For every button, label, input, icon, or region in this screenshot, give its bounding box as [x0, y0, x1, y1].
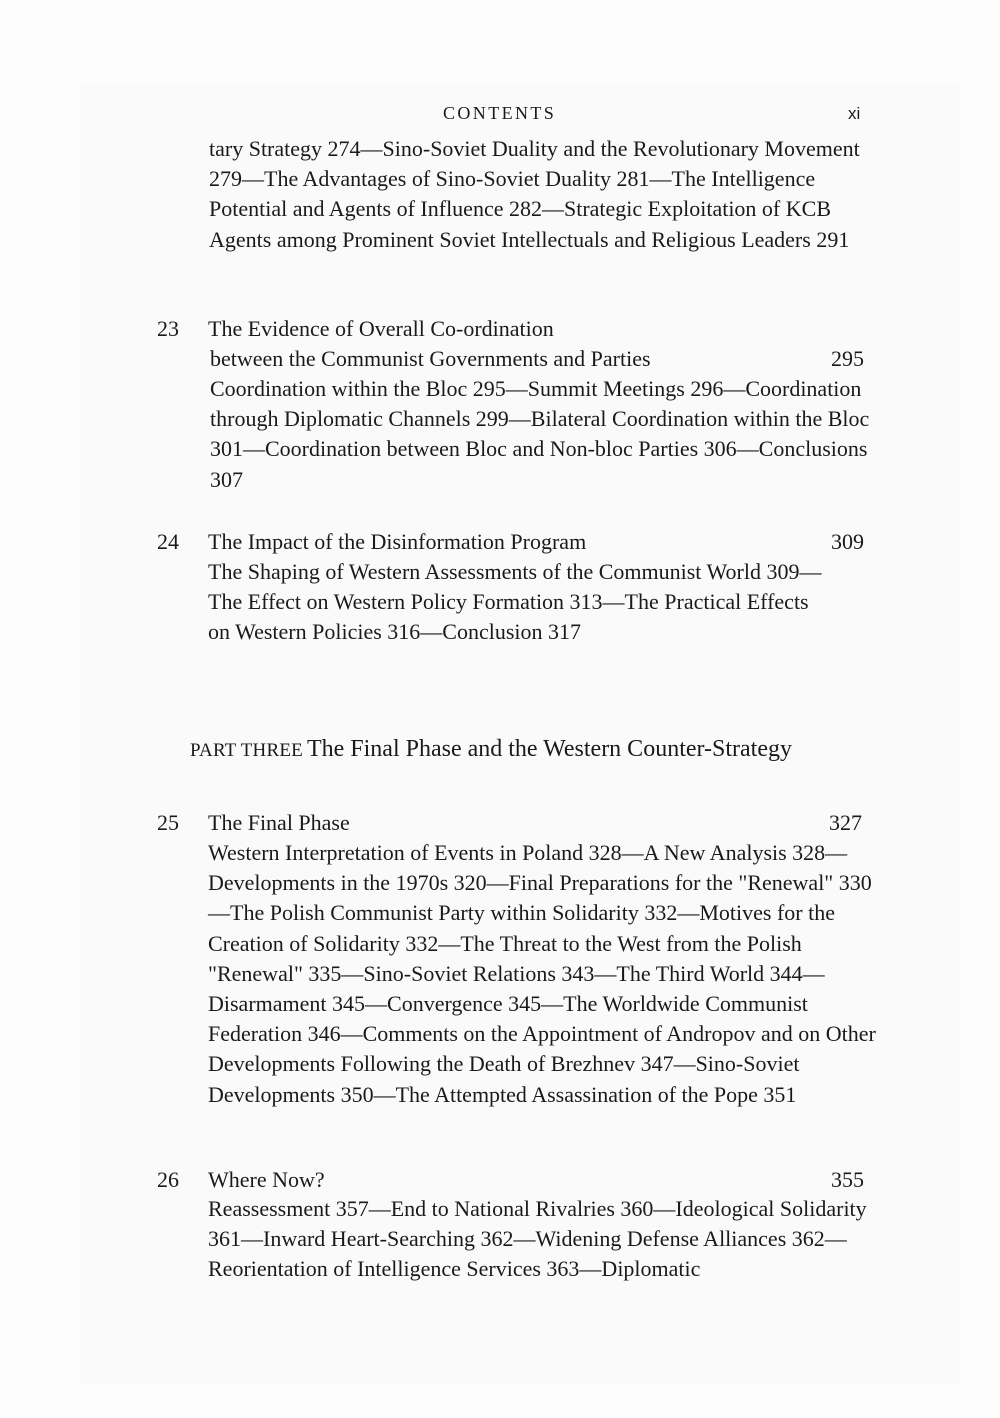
continued-entry [209, 134, 882, 255]
chapter-summary: Coordination within the Bloc 295—Summit Meetings 296—Coordination through Diplomatic Channels 299—Bilateral Coordination within the Bloc 301—Coordination between Bloc and Non-bloc Parties 306—Conclusions 307 [210, 376, 870, 492]
chapter-page: 309 [831, 529, 864, 554]
continued-entry-text: tary Strategy 274—Sino-Soviet Duality and the Revolutionary Movement 279—The Advantages of Sino-Soviet Duality 281—The Intelligence Potential and Agents of Influence 282—Strategic Exploitation of KCB Agents among Prominent Soviet Intellectuals and Religious Leaders 291 [209, 136, 860, 252]
chapter-title-line-1: The Evidence of Overall Co-ordination [208, 316, 554, 341]
chapter-summary-line: on Western Policies 316—Conclusion 317 [208, 619, 582, 644]
chapter-title: Where Now? [208, 1167, 325, 1192]
header-title: CONTENTS [443, 103, 557, 123]
chapter-summary-line: The Shaping of Western Assessments of the Communist World 309— [208, 559, 822, 584]
chapter-summary: Western Interpretation of Events in Poland 328—A New Analysis 328—Developments in the 1970s 320—Final Preparations for the "Renewal" 330—The Polish Communist Party within Solidarity 332—Motives for the Creation of Solidarity 332—The Threat to the West from the Polish "Renewal" 335—Sino-Soviet Relations 343—The Third World 344—Disarmament 345—Convergence 345—The Worldwide Communist Federation 346—Comments on the Appointment of Andropov and on Other Developments Following the Death of Brezhnev 347—Sino-Soviet Developments 350—The Attempted Assassination of the Pope 351 [208, 840, 876, 1107]
part-title: The Final Phase and the Western Counter-Strategy [306, 736, 792, 762]
chapter-page: 327 [829, 810, 862, 835]
chapter-number: 25 [157, 810, 179, 835]
chapter-title-line-2: between the Communist Governments and Parties [210, 346, 651, 371]
header-page-number: xi [848, 104, 861, 123]
chapter-page: 355 [831, 1167, 864, 1192]
chapter-number: 26 [157, 1167, 179, 1192]
running-header [0, 103, 1000, 129]
chapter-title: The Impact of the Disinformation Program [208, 529, 587, 554]
part-label: PART THREE [190, 740, 303, 761]
chapter-number: 24 [157, 529, 179, 554]
chapter-summary-line: The Effect on Western Policy Formation 313—The Practical Effects [208, 589, 809, 614]
part-heading [190, 736, 792, 763]
chapter-page: 295 [831, 346, 864, 371]
chapter-title: The Final Phase [208, 810, 350, 835]
chapter-number: 23 [157, 316, 179, 341]
chapter-summary: Reassessment 357—End to National Rivalries 360—Ideological Solidarity 361—Inward Heart-Searching 362—Widening Defense Alliances 362—Reorientation of Intelligence Services 363—Diplomatic [208, 1196, 867, 1282]
